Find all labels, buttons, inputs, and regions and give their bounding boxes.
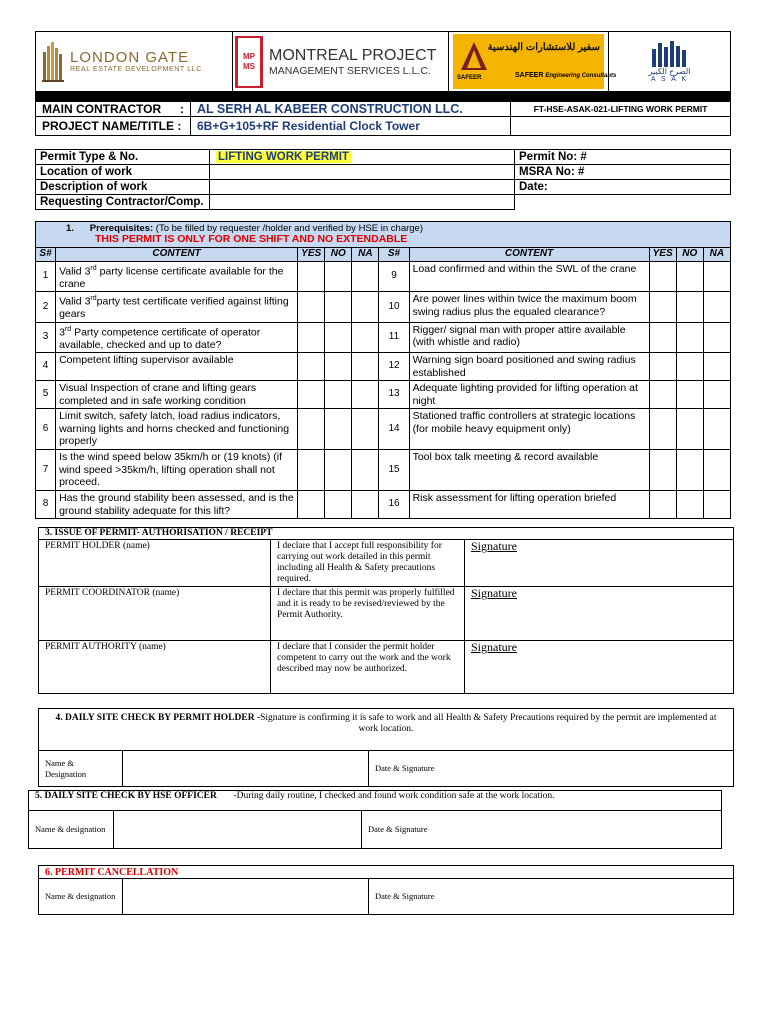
asak-name: A S A K bbox=[650, 75, 689, 83]
project-name-value: 6B+G+105+RF Residential Clock Tower bbox=[191, 117, 511, 136]
prereq-no-checkbox[interactable] bbox=[325, 261, 352, 292]
prereq-item-content: Adequate lighting provided for lifting operation at night bbox=[409, 381, 649, 409]
safeer-tag: SAFEER bbox=[457, 75, 482, 81]
prereq-na-checkbox[interactable] bbox=[703, 322, 730, 353]
prereq-no-checkbox[interactable] bbox=[325, 491, 352, 519]
prereq-item-number: 6 bbox=[36, 409, 56, 450]
prereq-item-number: 15 bbox=[379, 450, 409, 491]
sec5-name-label: Name & designation bbox=[29, 811, 114, 849]
prereq-na-checkbox[interactable] bbox=[352, 409, 379, 450]
prereq-yes-checkbox[interactable] bbox=[649, 353, 676, 381]
prereq-no-checkbox[interactable] bbox=[325, 409, 352, 450]
col-no-right: NO bbox=[676, 248, 703, 262]
prereq-item-number: 8 bbox=[36, 491, 56, 519]
permit-coordinator-signature-label: Signature bbox=[471, 586, 517, 600]
prereq-item-number: 14 bbox=[379, 409, 409, 450]
permit-holder-signature-label: Signature bbox=[471, 539, 517, 553]
mpms-mark bbox=[235, 36, 263, 88]
prereq-yes-checkbox[interactable] bbox=[298, 322, 325, 353]
prereq-title: Prerequisites: bbox=[89, 223, 154, 234]
prereq-item-content: Risk assessment for lifting operation briefed bbox=[409, 491, 649, 519]
montreal-logo bbox=[233, 32, 449, 91]
prereq-row bbox=[36, 491, 731, 519]
sec4-name-field[interactable] bbox=[123, 751, 369, 787]
description-label: Description of work bbox=[36, 180, 210, 195]
permit-authority-name-field[interactable]: PERMIT AUTHORITY (name) bbox=[39, 641, 271, 694]
contractor-blank-cell bbox=[511, 117, 731, 136]
prereq-row bbox=[36, 381, 731, 409]
daily-check-hse-officer-table bbox=[28, 790, 722, 849]
permit-holder-signature-field[interactable] bbox=[465, 540, 734, 587]
prereq-item-number: 2 bbox=[36, 292, 56, 323]
contractor-table bbox=[35, 92, 731, 136]
prereq-na-checkbox[interactable] bbox=[352, 491, 379, 519]
requesting-contractor-label: Requesting Contractor/Comp. bbox=[36, 195, 210, 210]
prereq-item-number: 10 bbox=[379, 292, 409, 323]
sec4-name-label: Name & Designation bbox=[39, 751, 123, 787]
prereq-na-checkbox[interactable] bbox=[352, 322, 379, 353]
prereq-na-checkbox[interactable] bbox=[703, 292, 730, 323]
sec5-header bbox=[29, 791, 722, 811]
prereq-yes-checkbox[interactable] bbox=[298, 292, 325, 323]
col-sn-right: S# bbox=[379, 248, 409, 262]
permit-coordinator-signature-field[interactable] bbox=[465, 587, 734, 641]
location-label: Location of work bbox=[36, 165, 210, 180]
sec4-title: 4. DAILY SITE CHECK BY PERMIT HOLDER - bbox=[55, 713, 261, 723]
sec4-description: Signature is confirming it is safe to work and all Health & Safety Precautions required by the permit are implemented at work location. bbox=[260, 713, 717, 734]
project-name-label: PROJECT NAME/TITLE : bbox=[36, 117, 191, 136]
prereq-no-checkbox[interactable] bbox=[325, 292, 352, 323]
sec5-date-signature-field[interactable]: Date & Signature bbox=[362, 811, 722, 849]
prereq-yes-checkbox[interactable] bbox=[649, 261, 676, 292]
prereq-item-number: 3 bbox=[36, 322, 56, 353]
requesting-contractor-field[interactable] bbox=[210, 195, 515, 210]
safeer-sub: Engineering Consultants bbox=[545, 73, 617, 79]
col-na-left: NA bbox=[352, 248, 379, 262]
prereq-no-checkbox[interactable] bbox=[676, 409, 703, 450]
sec4-date-signature-field[interactable]: Date & Signature bbox=[369, 751, 734, 787]
prereq-na-checkbox[interactable] bbox=[352, 261, 379, 292]
col-no-left: NO bbox=[325, 248, 352, 262]
prereq-item-content: Tool box talk meeting & record available bbox=[409, 450, 649, 491]
prereq-row bbox=[36, 409, 731, 450]
prereq-no-checkbox[interactable] bbox=[325, 450, 352, 491]
permit-authority-signature-field[interactable] bbox=[465, 641, 734, 694]
prereq-na-checkbox[interactable] bbox=[352, 381, 379, 409]
prereq-row bbox=[36, 353, 731, 381]
prereq-na-checkbox[interactable] bbox=[703, 381, 730, 409]
issue-of-permit-table bbox=[38, 527, 734, 694]
prereq-yes-checkbox[interactable] bbox=[649, 322, 676, 353]
safeer-name: SAFEER bbox=[515, 72, 544, 79]
document-code: FT-HSE-ASAK-021-LIFTING WORK PERMIT bbox=[511, 97, 731, 117]
london-gate-sub: REAL ESTATE DEVELOPMENT LLC bbox=[70, 66, 202, 73]
prereq-na-checkbox[interactable] bbox=[703, 353, 730, 381]
permit-holder-row bbox=[39, 540, 734, 587]
sec4-header bbox=[39, 709, 734, 751]
prerequisites-table bbox=[35, 221, 731, 519]
prereq-item-content: Valid 3rdparty test certificate verified against lifting gears bbox=[56, 292, 298, 323]
safeer-logo bbox=[449, 32, 617, 91]
prereq-row bbox=[36, 322, 731, 353]
prereq-no-checkbox[interactable] bbox=[325, 322, 352, 353]
main-contractor-value: AL SERH AL KABEER CONSTRUCTION LLC. bbox=[191, 97, 511, 117]
prereq-row bbox=[36, 292, 731, 323]
prereq-number: 1. bbox=[66, 223, 74, 234]
prereq-item-content: Rigger/ signal man with proper attire available (with whistle and radio) bbox=[409, 322, 649, 353]
prereq-item-content: Visual Inspection of crane and lifting gears completed and in safe working condition bbox=[56, 381, 298, 409]
col-na-right: NA bbox=[703, 248, 730, 262]
logo-bar bbox=[35, 31, 731, 92]
prereq-no-checkbox[interactable] bbox=[676, 450, 703, 491]
prereq-item-number: 13 bbox=[379, 381, 409, 409]
permit-coordinator-declaration: I declare that this permit was properly fulfilled and it is ready to be revised/reviewed by the Permit Authority. bbox=[271, 587, 465, 641]
prereq-note: (To be filled by requester /holder and verified by HSE in charge) bbox=[155, 223, 423, 234]
permit-cancellation-table bbox=[38, 865, 734, 915]
location-field[interactable] bbox=[210, 165, 515, 180]
permit-holder-name-field[interactable]: PERMIT HOLDER (name) bbox=[39, 540, 271, 587]
prereq-item-number: 4 bbox=[36, 353, 56, 381]
sec6-date-signature-field[interactable]: Date & Signature bbox=[369, 879, 734, 915]
prereq-na-checkbox[interactable] bbox=[703, 450, 730, 491]
prereq-item-number: 1 bbox=[36, 261, 56, 292]
col-content-right: CONTENT bbox=[409, 248, 649, 262]
prereq-item-content: Load confirmed and within the SWL of the crane bbox=[409, 261, 649, 292]
safeer-icon bbox=[457, 40, 491, 74]
permit-type-label: Permit Type & No. bbox=[36, 150, 210, 165]
permit-no-field[interactable]: Permit No: # bbox=[515, 150, 731, 165]
sec5-name-field[interactable] bbox=[114, 811, 362, 849]
prereq-item-content: 3rd Party competence certificate of operator available, checked and up to date? bbox=[56, 322, 298, 353]
prereq-no-checkbox[interactable] bbox=[676, 322, 703, 353]
prereq-yes-checkbox[interactable] bbox=[298, 450, 325, 491]
prereq-yes-checkbox[interactable] bbox=[298, 381, 325, 409]
main-contractor-label: MAIN CONTRACTOR : bbox=[36, 97, 191, 117]
col-yes-left: YES bbox=[298, 248, 325, 262]
daily-check-permit-holder-table bbox=[38, 708, 734, 787]
sec3-title: 3. ISSUE OF PERMIT- AUTHORISATION / RECEIPT bbox=[39, 528, 734, 540]
prereq-yes-checkbox[interactable] bbox=[298, 409, 325, 450]
prereq-na-checkbox[interactable] bbox=[703, 491, 730, 519]
prereq-na-checkbox[interactable] bbox=[352, 292, 379, 323]
prereq-yes-checkbox[interactable] bbox=[298, 353, 325, 381]
prereq-item-content: Has the ground stability been assessed, and is the ground stability adequate for this lift? bbox=[56, 491, 298, 519]
prereq-item-content: Limit switch, safety latch, load radius indicators, warning lights and horns checked and functioning properly bbox=[56, 409, 298, 450]
prereq-yes-checkbox[interactable] bbox=[649, 292, 676, 323]
prereq-no-checkbox[interactable] bbox=[676, 292, 703, 323]
prereq-yes-checkbox[interactable] bbox=[649, 409, 676, 450]
montreal-line2: MANAGEMENT SERVICES L.L.C. bbox=[269, 64, 431, 77]
sec6-name-field[interactable] bbox=[123, 879, 369, 915]
prereq-yes-checkbox[interactable] bbox=[649, 450, 676, 491]
date-field[interactable]: Date: bbox=[515, 180, 731, 195]
permit-authority-declaration: I declare that I consider the permit holder competent to carry out the work and the work described may now be authorized. bbox=[271, 641, 465, 694]
permit-info-blank-cell bbox=[515, 195, 731, 210]
permit-type-value-cell[interactable] bbox=[210, 150, 515, 165]
permit-type-value: LIFTING WORK PERMIT bbox=[218, 151, 349, 163]
prereq-item-number: 9 bbox=[379, 261, 409, 292]
permit-authority-signature-label: Signature bbox=[471, 640, 517, 654]
permit-holder-declaration: I declare that I accept full responsibility for carrying out work detailed in this permit including all Health & Safety precautions required. bbox=[271, 540, 465, 587]
montreal-line1: MONTREAL PROJECT bbox=[269, 46, 437, 64]
permit-authority-row bbox=[39, 641, 734, 694]
prereq-item-content: Are power lines within twice the maximum boom swing radius plus the equaled clearance? bbox=[409, 292, 649, 323]
prereq-item-content: Valid 3rd party license certificate available for the crane bbox=[56, 261, 298, 292]
prereq-yes-checkbox[interactable] bbox=[298, 491, 325, 519]
sec5-title: 5. DAILY SITE CHECK BY HSE OFFICER bbox=[35, 791, 217, 801]
sec5-description: -During daily routine, I checked and found work condition safe at the work location. bbox=[233, 791, 555, 801]
prereq-item-number: 5 bbox=[36, 381, 56, 409]
prereq-no-checkbox[interactable] bbox=[325, 353, 352, 381]
mpms-mark-text: MPMS bbox=[243, 51, 255, 71]
prereq-na-checkbox[interactable] bbox=[352, 353, 379, 381]
prereq-na-checkbox[interactable] bbox=[703, 261, 730, 292]
prereq-item-number: 12 bbox=[379, 353, 409, 381]
prereq-na-checkbox[interactable] bbox=[703, 409, 730, 450]
london-gate-icon bbox=[42, 42, 66, 82]
prereq-item-content: Competent lifting supervisor available bbox=[56, 353, 298, 381]
prereq-no-checkbox[interactable] bbox=[676, 381, 703, 409]
prereq-item-content: Warning sign board positioned and swing radius established bbox=[409, 353, 649, 381]
prereq-column-header-row bbox=[36, 248, 731, 262]
prereq-yes-checkbox[interactable] bbox=[649, 381, 676, 409]
description-field[interactable] bbox=[210, 180, 515, 195]
safeer-arabic: سفير للاستشارات الهندسية bbox=[487, 42, 600, 53]
prereq-item-content: Is the wind speed below 35km/h or (19 knots) (if wind speed >35km/h, lifting operation shall not proceed. bbox=[56, 450, 298, 491]
permit-coordinator-row bbox=[39, 587, 734, 641]
london-gate-logo bbox=[36, 32, 233, 91]
prereq-no-checkbox[interactable] bbox=[676, 491, 703, 519]
prereq-item-content: Stationed traffic controllers at strategic locations (for mobile heavy equipment only) bbox=[409, 409, 649, 450]
prereq-item-number: 11 bbox=[379, 322, 409, 353]
asak-logo bbox=[609, 32, 730, 91]
london-gate-name: LONDON GATE bbox=[70, 49, 190, 66]
asak-icon bbox=[650, 41, 690, 67]
col-yes-right: YES bbox=[649, 248, 676, 262]
prereq-na-checkbox[interactable] bbox=[352, 450, 379, 491]
sec6-title: 6. PERMIT CANCELLATION bbox=[39, 866, 734, 879]
sec6-name-label: Name & designation bbox=[39, 879, 123, 915]
prerequisites-header bbox=[36, 222, 731, 248]
prereq-no-checkbox[interactable] bbox=[325, 381, 352, 409]
prereq-no-checkbox[interactable] bbox=[676, 353, 703, 381]
permit-coordinator-name-field[interactable]: PERMIT COORDINATOR (name) bbox=[39, 587, 271, 641]
prereq-item-number: 16 bbox=[379, 491, 409, 519]
prereq-item-number: 7 bbox=[36, 450, 56, 491]
prereq-no-checkbox[interactable] bbox=[676, 261, 703, 292]
msra-no-field[interactable]: MSRA No: # bbox=[515, 165, 731, 180]
permit-info-table bbox=[35, 149, 731, 210]
col-content-left: CONTENT bbox=[56, 248, 298, 262]
col-sn-left: S# bbox=[36, 248, 56, 262]
prereq-yes-checkbox[interactable] bbox=[649, 491, 676, 519]
prereq-row bbox=[36, 450, 731, 491]
asak-arabic: الصرح الكبير bbox=[648, 66, 691, 76]
prereq-row bbox=[36, 261, 731, 292]
prereq-warning: THIS PERMIT IS ONLY FOR ONE SHIFT AND NO EXTENDABLE bbox=[95, 233, 408, 245]
prereq-yes-checkbox[interactable] bbox=[298, 261, 325, 292]
